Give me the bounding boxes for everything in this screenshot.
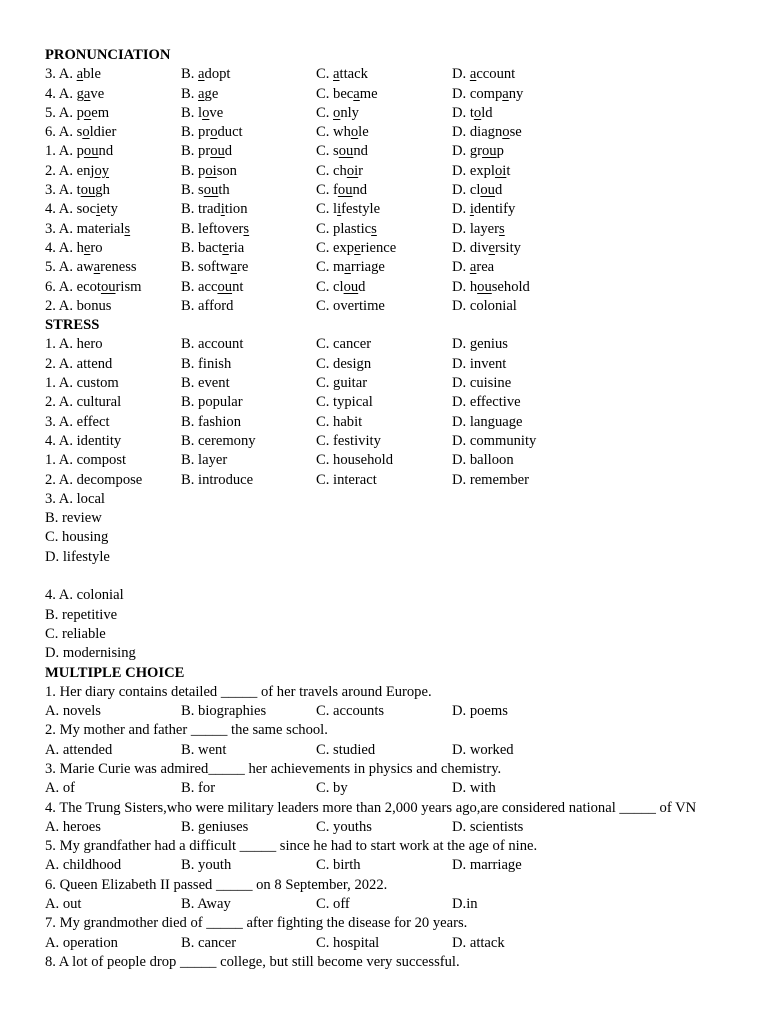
choice-row <box>45 895 745 914</box>
answer-option: 2. A. decompose <box>45 471 143 488</box>
answer-option: A. operation <box>45 934 118 951</box>
answer-option: B. poison <box>181 162 237 179</box>
answer-option: B. cancer <box>181 934 237 951</box>
answer-option: B. proud <box>181 143 233 160</box>
answer-option: 4. A. hero <box>45 239 103 256</box>
answer-option: B. Away <box>181 896 231 913</box>
answer-option: C. cancer <box>316 336 372 353</box>
answer-option: C. interact <box>316 471 377 488</box>
answer-option: D. layers <box>452 220 505 237</box>
stress-row <box>45 471 745 490</box>
answer-option: A. childhood <box>45 857 122 874</box>
answer-option: B. introduce <box>181 471 254 488</box>
answer-option: A. of <box>45 780 75 797</box>
answer-option: B. popular <box>181 394 243 411</box>
answer-option: 6. A. soldier <box>45 124 117 141</box>
pronunciation-row <box>45 123 745 142</box>
answer-option: D. effective <box>452 394 521 411</box>
answer-option: D. diagnose <box>452 124 522 141</box>
pronunciation-row <box>45 297 745 316</box>
answer-option: B. product <box>181 124 243 141</box>
answer-option: D. with <box>452 780 496 797</box>
stress-row <box>45 451 745 470</box>
answer-option: B. layer <box>181 452 228 469</box>
answer-option: C. plastics <box>316 220 377 237</box>
answer-option: B. review <box>45 510 102 527</box>
answer-option: C. birth <box>316 857 361 874</box>
answer-option: 2. A. attend <box>45 355 113 372</box>
answer-option: D. identify <box>452 201 516 218</box>
answer-option: C. attack <box>316 66 368 83</box>
answer-option: C. sound <box>316 143 368 160</box>
choice-row <box>45 779 745 798</box>
answer-option: B. leftovers <box>181 220 250 237</box>
answer-option: 3. A. able <box>45 66 101 83</box>
section-heading: MULTIPLE CHOICE <box>45 664 185 681</box>
answer-option: D. genius <box>452 336 508 353</box>
answer-option: D. remember <box>452 471 529 488</box>
answer-option: B. account <box>181 278 244 295</box>
answer-option: B. afford <box>181 297 234 314</box>
answer-option: B. tradition <box>181 201 248 218</box>
answer-option: 3. A. effect <box>45 413 110 430</box>
answer-option: 1. A. custom <box>45 375 119 392</box>
answer-option: D. marriage <box>452 857 522 874</box>
answer-option: B. adopt <box>181 66 231 83</box>
pronunciation-row <box>45 142 745 161</box>
answer-option: B. love <box>181 104 224 121</box>
answer-option: C. found <box>316 182 368 199</box>
answer-option: 2. A. cultural <box>45 394 122 411</box>
answer-option: 3. A. materials <box>45 220 131 237</box>
answer-option: D. company <box>452 85 524 102</box>
answer-option: C. reliable <box>45 625 106 642</box>
choice-row <box>45 934 745 953</box>
answer-option: B. software <box>181 259 249 276</box>
pronunciation-row <box>45 104 745 123</box>
answer-option: B. event <box>181 375 230 392</box>
section-heading: PRONUNCIATION <box>45 47 171 63</box>
answer-option: B. biographies <box>181 703 267 720</box>
answer-option: C. festivity <box>316 432 381 449</box>
answer-option: D. balloon <box>452 452 514 469</box>
stress-row <box>45 355 745 374</box>
question-text: 8. A lot of people drop _____ college, but still become very successful. <box>45 953 460 970</box>
answer-option: C. typical <box>316 394 373 411</box>
answer-option: B. bacteria <box>181 239 245 256</box>
answer-option: 3. A. tough <box>45 182 110 199</box>
pronunciation-row <box>45 162 745 181</box>
answer-option: D. cloud <box>452 182 503 199</box>
answer-option: C. accounts <box>316 703 385 720</box>
answer-option: A. attended <box>45 741 113 758</box>
answer-option: D. modernising <box>45 645 136 662</box>
choice-row <box>45 818 745 837</box>
answer-option: B. age <box>181 85 219 102</box>
answer-option: B. finish <box>181 355 232 372</box>
answer-option: B. went <box>181 741 227 758</box>
answer-option: D. household <box>452 278 530 295</box>
answer-option: C. became <box>316 85 378 102</box>
answer-option: 4. A. colonial <box>45 587 124 604</box>
answer-option: B. youth <box>181 857 232 874</box>
answer-option: B. fashion <box>181 413 241 430</box>
answer-option: C. household <box>316 452 394 469</box>
answer-option: D. invent <box>452 355 507 372</box>
answer-option: B. south <box>181 182 230 199</box>
answer-option: C. lifestyle <box>316 201 381 218</box>
answer-option: C. studied <box>316 741 376 758</box>
answer-option: C. design <box>316 355 372 372</box>
answer-option: C. choir <box>316 162 364 179</box>
answer-option: B. account <box>181 336 244 353</box>
pronunciation-row <box>45 239 745 258</box>
question-text: 5. My grandfather had a difficult _____ since he had to start work at the age of nine. <box>45 838 538 855</box>
stress-row <box>45 374 745 393</box>
answer-option: C. guitar <box>316 375 368 392</box>
choice-row <box>45 856 745 875</box>
stress-row <box>45 335 745 354</box>
pronunciation-row <box>45 278 745 297</box>
question-text: 6. Queen Elizabeth II passed _____ on 8 September, 2022. <box>45 876 388 893</box>
answer-option: 2. A. bonus <box>45 297 112 314</box>
answer-option: 6. A. ecotourism <box>45 278 142 295</box>
answer-option: D. cuisine <box>452 375 512 392</box>
answer-option: C. housing <box>45 529 109 546</box>
answer-option: C. overtime <box>316 297 385 314</box>
answer-option: C. whole <box>316 124 369 141</box>
answer-option: 4. A. gave <box>45 85 105 102</box>
question-text: 4. The Trung Sisters,who were military leaders more than 2,000 years ago,are considered national _____ of VN <box>45 799 697 816</box>
answer-option: D. attack <box>452 934 505 951</box>
answer-option: B. geniuses <box>181 818 249 835</box>
answer-option: 1. A. pound <box>45 143 114 160</box>
pronunciation-row <box>45 85 745 104</box>
answer-option: 4. A. identity <box>45 432 122 449</box>
answer-option: 5. A. poem <box>45 104 110 121</box>
answer-option: D.in <box>452 896 478 913</box>
answer-option: D. language <box>452 413 523 430</box>
answer-option: C. habit <box>316 413 363 430</box>
pronunciation-row <box>45 65 745 84</box>
answer-option: D. account <box>452 66 516 83</box>
answer-option: D. community <box>452 432 537 449</box>
answer-option: C. marriage <box>316 259 385 276</box>
answer-option: C. experience <box>316 239 397 256</box>
answer-option: 5. A. awareness <box>45 259 137 276</box>
question-text: 3. Marie Curie was admired_____ her achievements in physics and chemistry. <box>45 760 502 777</box>
answer-option: A. novels <box>45 703 101 720</box>
pronunciation-row <box>45 258 745 277</box>
answer-option: A. heroes <box>45 818 101 835</box>
worksheet <box>45 46 745 972</box>
answer-option: D. area <box>452 259 495 276</box>
question-text: 7. My grandmother died of _____ after fighting the disease for 20 years. <box>45 915 468 932</box>
answer-option: C. hospital <box>316 934 380 951</box>
answer-option: 4. A. society <box>45 201 118 218</box>
answer-option: B. ceremony <box>181 432 256 449</box>
answer-option: D. diversity <box>452 239 521 256</box>
answer-option: C. only <box>316 104 359 121</box>
answer-option: 1. A. hero <box>45 336 103 353</box>
answer-option: D. poems <box>452 703 508 720</box>
answer-option: 2. A. enjoy <box>45 162 110 179</box>
answer-option: D. exploit <box>452 162 511 179</box>
pronunciation-row <box>45 200 745 219</box>
spacer <box>45 567 745 586</box>
answer-option: C. off <box>316 896 350 913</box>
answer-option: D. worked <box>452 741 514 758</box>
pronunciation-row <box>45 220 745 239</box>
question-text: 1. Her diary contains detailed _____ of her travels around Europe. <box>45 683 432 700</box>
stress-row <box>45 393 745 412</box>
answer-option: C. youths <box>316 818 372 835</box>
answer-option: 1. A. compost <box>45 452 127 469</box>
stress-row <box>45 413 745 432</box>
question-text: 2. My mother and father _____ the same school. <box>45 722 328 739</box>
section-heading: STRESS <box>45 317 100 334</box>
answer-option: D. told <box>452 104 493 121</box>
answer-option: D. colonial <box>452 297 517 314</box>
choice-row <box>45 702 745 721</box>
answer-option: D. lifestyle <box>45 548 110 565</box>
answer-option: D. group <box>452 143 504 160</box>
answer-option: C. cloud <box>316 278 366 295</box>
answer-option: 3. A. local <box>45 490 105 507</box>
answer-option: A. out <box>45 896 82 913</box>
answer-option: B. repetitive <box>45 606 118 623</box>
stress-row <box>45 432 745 451</box>
pronunciation-row <box>45 181 745 200</box>
answer-option: B. for <box>181 780 216 797</box>
choice-row <box>45 741 745 760</box>
answer-option: C. by <box>316 780 348 797</box>
answer-option: D. scientists <box>452 818 524 835</box>
